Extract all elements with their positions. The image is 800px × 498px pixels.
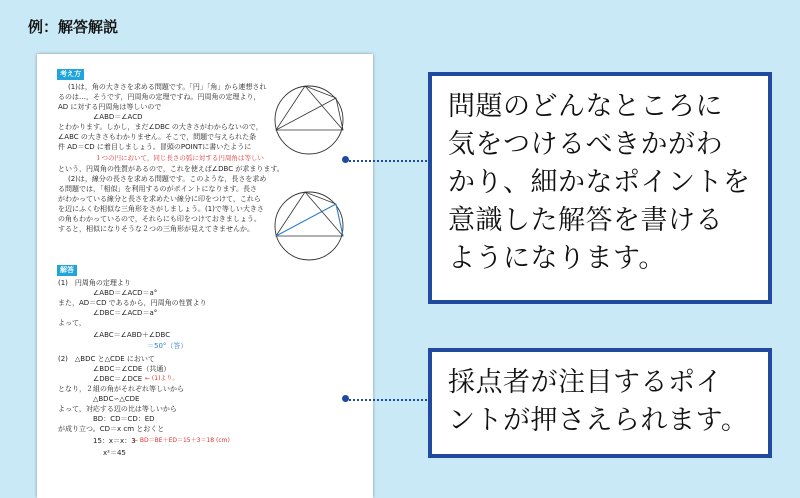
answer-line: (2) △BDC と△CDE において xyxy=(58,355,155,363)
answer-line: ∠ABD＝∠ACD＝a° xyxy=(93,289,158,297)
body-line: ∠ABC の大きさもわかりません。そこで，問題で与えられた条 xyxy=(58,133,257,141)
callout-line: ようになります。 xyxy=(448,243,666,274)
body-line: とわかります。しかし，まだ∠DBC の大きさがわからないので， xyxy=(58,123,263,131)
answer-line: ∠DBC＝∠DCE xyxy=(93,375,143,383)
callout-box-2 xyxy=(428,348,772,458)
section-label-kaitou: 解答 xyxy=(57,265,77,276)
section-label-kangaekata: 考え方 xyxy=(57,69,84,80)
body-line: AD に対する円周角は等しいので xyxy=(58,103,162,111)
answer-line: よって， xyxy=(58,319,86,327)
connector-line-2 xyxy=(346,399,430,401)
answer-line: BD：CD＝CD：ED xyxy=(93,415,155,423)
highlight-statement: １つの円において，同じ長さの弧に対する円周角は等しい xyxy=(95,154,264,162)
answer-line: よって，対応する辺の比は等しいから xyxy=(58,405,177,413)
body-line: るのは…，そうです，円周角の定理ですね。円周角の定理より， xyxy=(58,93,261,101)
callout-line: かり、細かなポイントを xyxy=(448,167,751,198)
answer-line: ∠DBC＝∠ACD＝a° xyxy=(93,309,158,317)
body-line: ∠ABD＝∠ACD xyxy=(93,113,143,121)
answer-line: が成り立つ。CD＝x cm とおくと xyxy=(58,425,165,433)
body-line: 件 AD＝CD に着目しましょう。冒頭のPOINTに書いたように xyxy=(58,143,252,151)
callout-line: 問題のどんなところに xyxy=(448,91,723,122)
answer-line: 15：x＝x：3 xyxy=(93,437,136,445)
body-line: すると，相似になりそうな２つの三角形が見えてきませんか。 xyxy=(58,225,254,233)
answer-line: ∠ABC＝∠ABD＋∠DBC xyxy=(93,331,171,339)
body-line: という，円周角の性質があるので，これを使えば∠DBC が求まります。 xyxy=(58,165,284,173)
answer-line: △BDC∽△CDE xyxy=(93,395,140,403)
answer-line: x²＝45 xyxy=(103,449,126,457)
page-heading: 例：解答解説 xyxy=(28,18,119,36)
circle-figure-1 xyxy=(265,78,357,158)
callout-line: 意識した解答を書ける xyxy=(448,205,723,236)
circle-figure-2 xyxy=(265,186,357,266)
body-line: (2)は，線分の長さを求める問題です。このような，長さを求め xyxy=(68,175,267,183)
callout-line: ントが押さえられます。 xyxy=(448,405,749,436)
callout-line: 気をつけるべきかがわ xyxy=(448,129,723,160)
connector-line-1 xyxy=(346,160,430,162)
answer-line: ∠BDC＝∠CDE（共通） xyxy=(93,365,171,373)
answer-line: (1) 円周角の定理より xyxy=(58,279,131,287)
answer-result: ＝50°（答） xyxy=(147,342,188,350)
body-line: の角もわかっているので，それらにも印をつけておきましょう。 xyxy=(58,215,261,223)
answer-line: また，AD＝CD であるから，円周角の性質より xyxy=(58,299,207,307)
connector-dot-2 xyxy=(342,395,349,402)
document-page xyxy=(37,54,373,498)
body-line: を辺にふくむ相似な三角形をさがしましょう。(1)で等しい大きさ xyxy=(58,205,264,213)
body-line: がわかっている線分と長さを求めたい線分に印をつけて，これら xyxy=(58,195,261,203)
callout-box-1 xyxy=(428,72,772,304)
connector-dot-1 xyxy=(342,156,349,163)
note-arrow: ← (1)より。 xyxy=(145,375,179,382)
callout-line: 採点者が注目するポイ xyxy=(448,367,723,398)
body-line: (1)は，角の大きさを求める問題です。「円」「角」から連想され xyxy=(68,83,267,91)
answer-line: となり，２組の角がそれぞれ等しいから xyxy=(58,385,184,393)
note-arrow: ← BD＝BE＋ED＝15＋3＝18 (cm) xyxy=(133,437,230,444)
body-line: る問題では，「相似」を利用するのがポイントになります。長さ xyxy=(58,185,257,193)
